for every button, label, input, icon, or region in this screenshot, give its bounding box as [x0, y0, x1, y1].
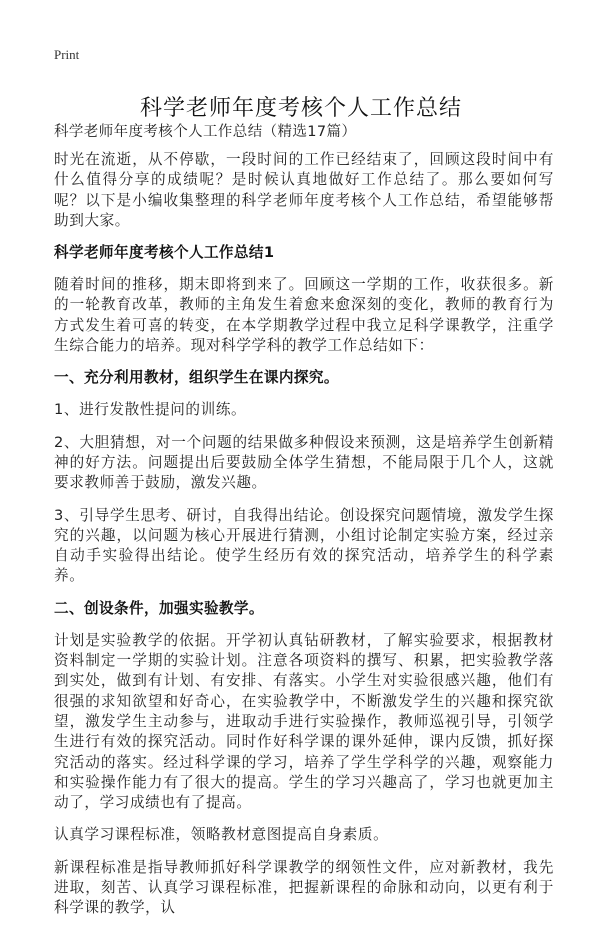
- list-item: 3、引导学生思考、研讨，自我得出结论。创设探究问题情境，激发学生探究的兴趣，以问题为核心开展进行猜测，小组讨论制定实验方案，经过亲自动手实验得出结论。使学生经历有效的探究活动，培养学生的科学素养。: [54, 506, 554, 585]
- document-subtitle: 科学老师年度考核个人工作总结（精选17篇）: [54, 124, 357, 140]
- list-item: 2、大胆猜想，对一个问题的结果做多种假设来预测，这是培养学生创新精神的好方法。问题提出后要鼓励全体学生猜想，不能局限于几个人，这就要求教师善于鼓励，激发兴趣。: [54, 433, 554, 492]
- section-paragraph: 新课程标准是指导教师抓好科学课教学的纲领性文件，应对新教材，我先进取，刻苦、认真学习课程标准，把握新课程的命脉和动向，以更有利于科学课的教学，认: [54, 858, 554, 917]
- intro-paragraph: 时光在流逝，从不停歇，一段时间的工作已经结束了，回顾这段时间中有什么值得分享的成绩呢？是时候认真地做好工作总结了。那么要如何写呢？以下是小编收集整理的科学老师年度考核个人工作总结，希望能够帮助到大家。: [54, 151, 554, 229]
- section-paragraph: 计划是实验教学的依据。开学初认真钻研教材，了解实验要求，根据教材资料制定一学期的实验计划。注意各项资料的撰写、积累，把实验教学落到实处，做到有计划、有安排、有落实。小学生对实验很感兴趣，他们有很强的求知欲望和好奇心，在实验教学中，不断激发学生的兴趣和探究欲望，激发学生主动参与，进取动手进行实验操作，教师巡视引导，引领学生进行有效的探究活动。同时作好科学课的课外延伸，课内反馈，抓好探究活动的落实。经过科学课的学习，培养了学生学科学的兴趣，观察能力和实验操作能力有了很大的提高。学生的学习兴趣高了，学习也就更加主动了，学习成绩也有了提高。: [54, 631, 554, 812]
- page-title: 科学老师年度考核个人工作总结: [139, 95, 462, 121]
- section-heading: 科学老师年度考核个人工作总结1: [54, 244, 275, 262]
- part-heading: 一、充分利用教材，组织学生在课内探究。: [54, 369, 339, 387]
- section-paragraph: 随着时间的推移，期末即将到来了。回顾这一学期的工作，收获很多。新的一轮教育改革，教师的主角发生着愈来愈深刻的变化，教师的教育行为方式发生着可喜的转变，在本学期教学过程中我立足科学课教学，注重学生综合能力的培养。现对科学学科的教学工作总结如下：: [54, 276, 554, 355]
- section-paragraph: 认真学习课程标准，领略教材意图提高自身素质。: [54, 826, 389, 844]
- list-item: 1、进行发散性提问的训练。: [54, 401, 247, 419]
- part-heading: 二、创设条件，加强实验教学。: [54, 599, 264, 617]
- document-body: [54, 150, 554, 931]
- print-link[interactable]: Print: [54, 47, 80, 62]
